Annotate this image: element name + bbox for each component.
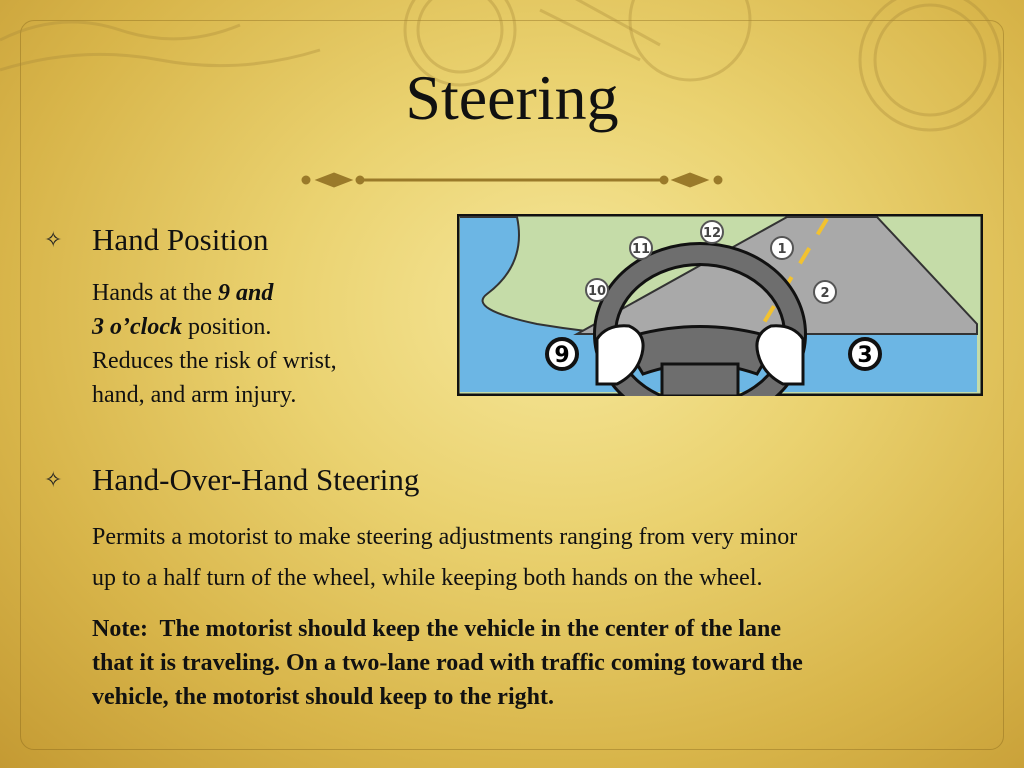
hand-position-heading: Hand Position bbox=[92, 222, 269, 257]
hand-position-description bbox=[92, 276, 422, 412]
four-point-star-icon: ✧ bbox=[44, 227, 63, 252]
hand-position-line-2: 3 o’clock position. bbox=[92, 314, 272, 340]
clock-number-3: 3 bbox=[857, 343, 873, 368]
clock-number-10: 10 bbox=[587, 284, 607, 299]
ornamental-divider bbox=[300, 168, 724, 192]
steering-wheel-illustration bbox=[457, 214, 983, 396]
hand-position-line-1: Hands at the 9 and bbox=[92, 280, 274, 306]
clock-number-2: 2 bbox=[820, 286, 830, 301]
hand-over-hand-line-1: Permits a motorist to make steering adjustments ranging from very minor bbox=[92, 524, 798, 550]
hand-over-hand-heading: Hand-Over-Hand Steering bbox=[92, 462, 420, 497]
clock-number-12: 12 bbox=[702, 226, 722, 241]
hand-over-hand-line-2: up to a half turn of the wheel, while keeping both hands on the wheel. bbox=[92, 565, 763, 591]
clock-number-1: 1 bbox=[777, 242, 787, 257]
hand-position-line-4: hand, and arm injury. bbox=[92, 382, 297, 408]
clock-number-9: 9 bbox=[554, 343, 570, 368]
four-point-star-icon: ✧ bbox=[44, 467, 63, 492]
note-line-3: vehicle, the motorist should keep to the right. bbox=[92, 684, 554, 710]
hand-position-line-3: Reduces the risk of wrist, bbox=[92, 348, 337, 374]
slide-title: Steering bbox=[405, 62, 619, 133]
note-block bbox=[92, 612, 982, 714]
note-line-2: that it is traveling. On a two-lane road with traffic coming toward the bbox=[92, 650, 803, 676]
emphasis-3-oclock: 3 o’clock bbox=[92, 314, 182, 340]
note-line-1: Note: The motorist should keep the vehicle in the center of the lane bbox=[92, 616, 782, 642]
clock-number-11: 11 bbox=[631, 242, 651, 257]
emphasis-9-and: 9 and bbox=[217, 280, 274, 306]
